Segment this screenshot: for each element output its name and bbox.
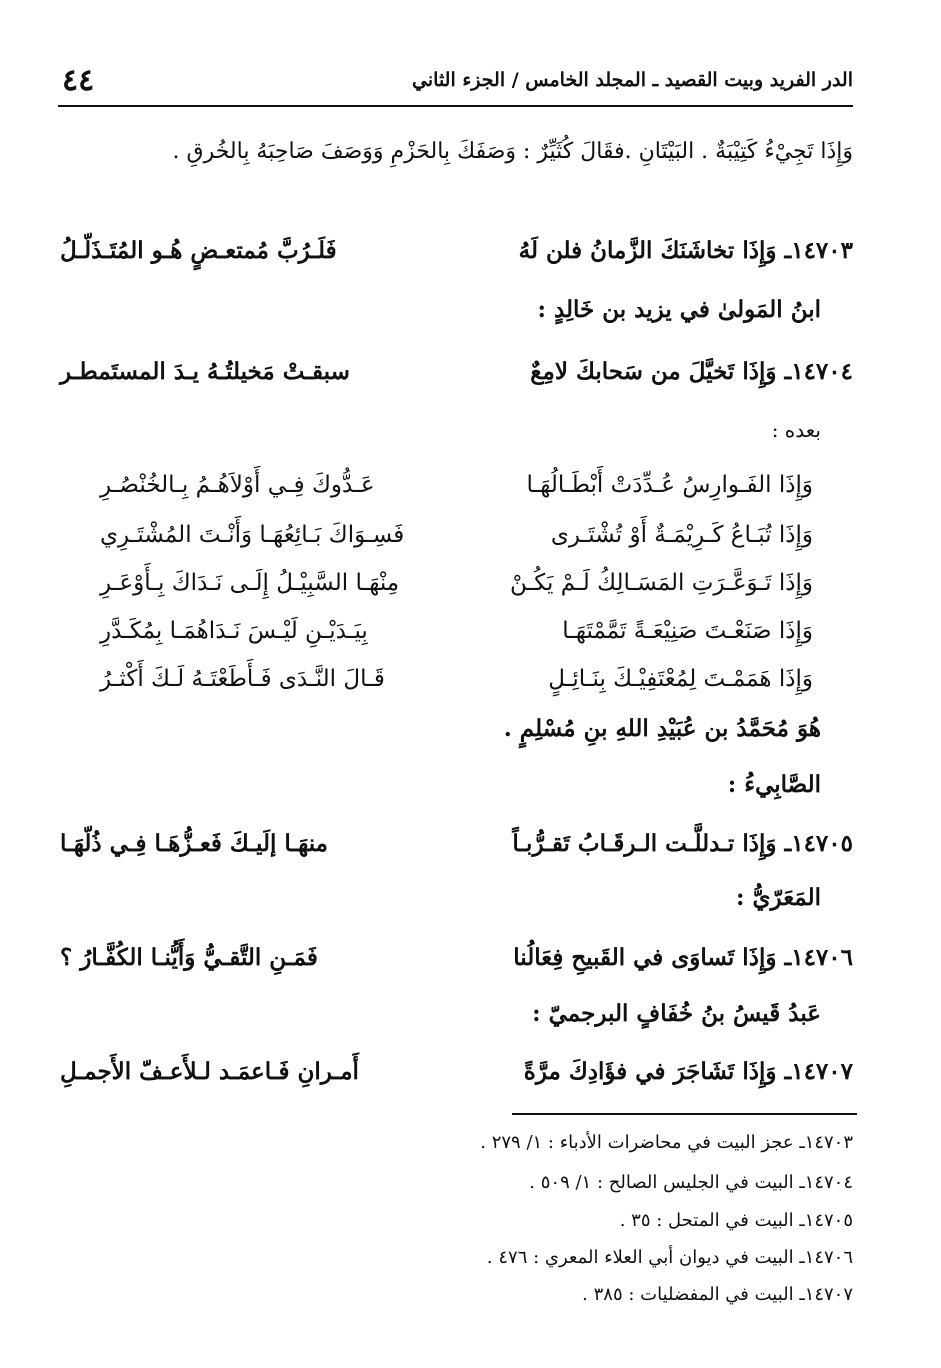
poem-line bbox=[60, 608, 853, 654]
verse-first-hemistich: ١٤٧٠٤ـ وَإِذَا تَخيَّلَ من سَحابكَ لامِعٌ bbox=[530, 357, 853, 385]
poem-line bbox=[60, 512, 853, 558]
poem-first-hemistich: وَإِذَا تَـوَعَّـرَتِ المَسَـالِكُ لَـمْ يَكُـنْ bbox=[510, 570, 813, 596]
poem-line bbox=[60, 560, 853, 606]
verse-number: ١٤٧٠٣ـ bbox=[784, 236, 853, 264]
verse-first-hemistich: ١٤٧٠٣ـ وَإِذَا تخاشَنَكَ الزَّمانُ فلن لَهُ bbox=[518, 236, 853, 264]
verse-second-hemistich: سبقـتْ مَخيلتُـهُ يـدَ المستَمطـر bbox=[60, 357, 350, 385]
note-after: بعده : bbox=[771, 418, 821, 442]
verse-second-hemistich: فَلَـرُبَّ مُمتعـضٍ هُـو المُتَـذَلّـلُ bbox=[60, 236, 337, 264]
footnote: ١٤٧٠٤ـ البيت في الجليس الصالح : ١/ ٥٠٩ . bbox=[529, 1172, 853, 1193]
header-rule bbox=[58, 105, 853, 107]
verse-first-hemistich: ١٤٧٠٧ـ وَإِذَا تَشَاجَرَ في فؤَادِكَ مرَّةً bbox=[523, 1057, 853, 1085]
footnote: ١٤٧٠٣ـ عجز البيت في محاضرات الأدباء : ١/ ٢٧٩ . bbox=[480, 1132, 853, 1153]
verse-14704 bbox=[60, 346, 853, 396]
attribution: الصَّابِيءُ : bbox=[727, 771, 821, 798]
poem-second-hemistich: مِنْهَـا السَّبِيْـلُ إِلَـى نَـدَاكَ بِـأَوْعَـرِ bbox=[100, 570, 400, 596]
footnote: ١٤٧٠٦ـ البيت في ديوان أبي العلاء المعري : ٤٧٦ . bbox=[486, 1247, 853, 1268]
attribution: ابنُ المَولىٰ في يزيد بن خَالِدٍ : bbox=[537, 296, 821, 323]
poem-first-hemistich: وَإِذَا تُبَـاعُ كَـرِيْمَـةٌ أَوْ تُشْتَـرى bbox=[550, 522, 813, 548]
verse-14705 bbox=[60, 818, 853, 868]
footnote: ١٤٧٠٧ـ البيت في المفضليات : ٣٨٥ . bbox=[582, 1284, 853, 1305]
verse-second-hemistich: منهَـا إلَيـكَ فَعـزُّهَـا فِـي ذُلّهَـا bbox=[60, 829, 328, 857]
poem-second-hemistich: عَـدُّوكَ فِـي أَوْلاَهُـمُ بِـالخُنْصُـرِ bbox=[100, 472, 375, 498]
poem-line bbox=[60, 656, 853, 702]
verse-first-hemistich: ١٤٧٠٦ـ وَإِذَا تَساوَى في القَبيحِ فِعَالُنا bbox=[513, 943, 853, 971]
intro-paragraph: وَإِذَا تَجِيْءُ كَتِيْبَةٌ . البَيْتَانِ .فقَالَ كُثَيِّرٌ : وَصَفَكَ بِالحَزْمِ وَوَصَفَ صَاحِبَهُ بِالخُرقِ . bbox=[172, 139, 853, 164]
footnote-rule bbox=[512, 1113, 857, 1115]
poem-second-hemistich: قَـالَ النَّـدَى فَـأَطَعْتَـهُ لَـكَ أَكْثـرُ bbox=[100, 666, 385, 692]
poem-second-hemistich: فَسِـوَاكَ بَـائِعُهَـا وَأَنْـتَ المُشْتَـرِي bbox=[100, 522, 405, 548]
poem-first-hemistich: وَإِذَا هَمَمْـتَ لِمُعْتَفِيْـكَ بِنَـائِـلٍ bbox=[548, 666, 813, 692]
verse-number: ١٤٧٠٤ـ bbox=[784, 357, 853, 385]
page-header bbox=[62, 60, 853, 100]
verse-number: ١٤٧٠٦ـ bbox=[784, 943, 853, 971]
poem-first-hemistich: وَإِذَا الفَـوارِسُ عُـدِّدَتْ أَبْطَـالُهَـا bbox=[526, 472, 813, 498]
poem-second-hemistich: بِيَـدَيْـنِ لَيْـسَ نَـدَاهُمَـا بِمُكَـدَّرِ bbox=[100, 618, 368, 644]
verse-number: ١٤٧٠٥ـ bbox=[784, 829, 853, 857]
verse-14703 bbox=[60, 225, 853, 275]
verse-first-hemistich: ١٤٧٠٥ـ وَإِذَا تـدللَّـت الـرقَـابُ تَقـرُّبـاً bbox=[512, 829, 853, 857]
verse-number: ١٤٧٠٧ـ bbox=[784, 1057, 853, 1085]
attribution: هُوَ مُحَمَّدُ بن عُبَيْدِ اللهِ بنِ مُسْلِمٍ . bbox=[503, 715, 821, 742]
poem-line bbox=[60, 462, 853, 508]
verse-14707 bbox=[60, 1046, 853, 1096]
attribution: المَعَرّيُّ : bbox=[736, 884, 821, 911]
running-title: الدر الفريد وبيت القصيد ـ المجلد الخامس / الجزء الثاني bbox=[412, 69, 853, 91]
footnote: ١٤٧٠٥ـ البيت في المتحل : ٣٥ . bbox=[619, 1210, 853, 1231]
verse-second-hemistich: فَمَـنِ التَّقـيُّ وَأَيُّنـا الكُفَّـارُ ؟ bbox=[60, 943, 318, 971]
page-number: ٤٤ bbox=[62, 62, 95, 98]
poem-first-hemistich: وَإِذَا صَنَعْـتَ صَنِيْعَـةً تَمَّمْتَهَـا bbox=[562, 618, 813, 644]
attribution: عَبدُ قَيسُ بنُ خُفَافٍ البرجميّ : bbox=[532, 1000, 821, 1027]
verse-14706 bbox=[60, 932, 853, 982]
verse-second-hemistich: أَمـرانِ فَـاعمَـد لـلأَعـفّ الأَجمـلِ bbox=[60, 1057, 359, 1085]
